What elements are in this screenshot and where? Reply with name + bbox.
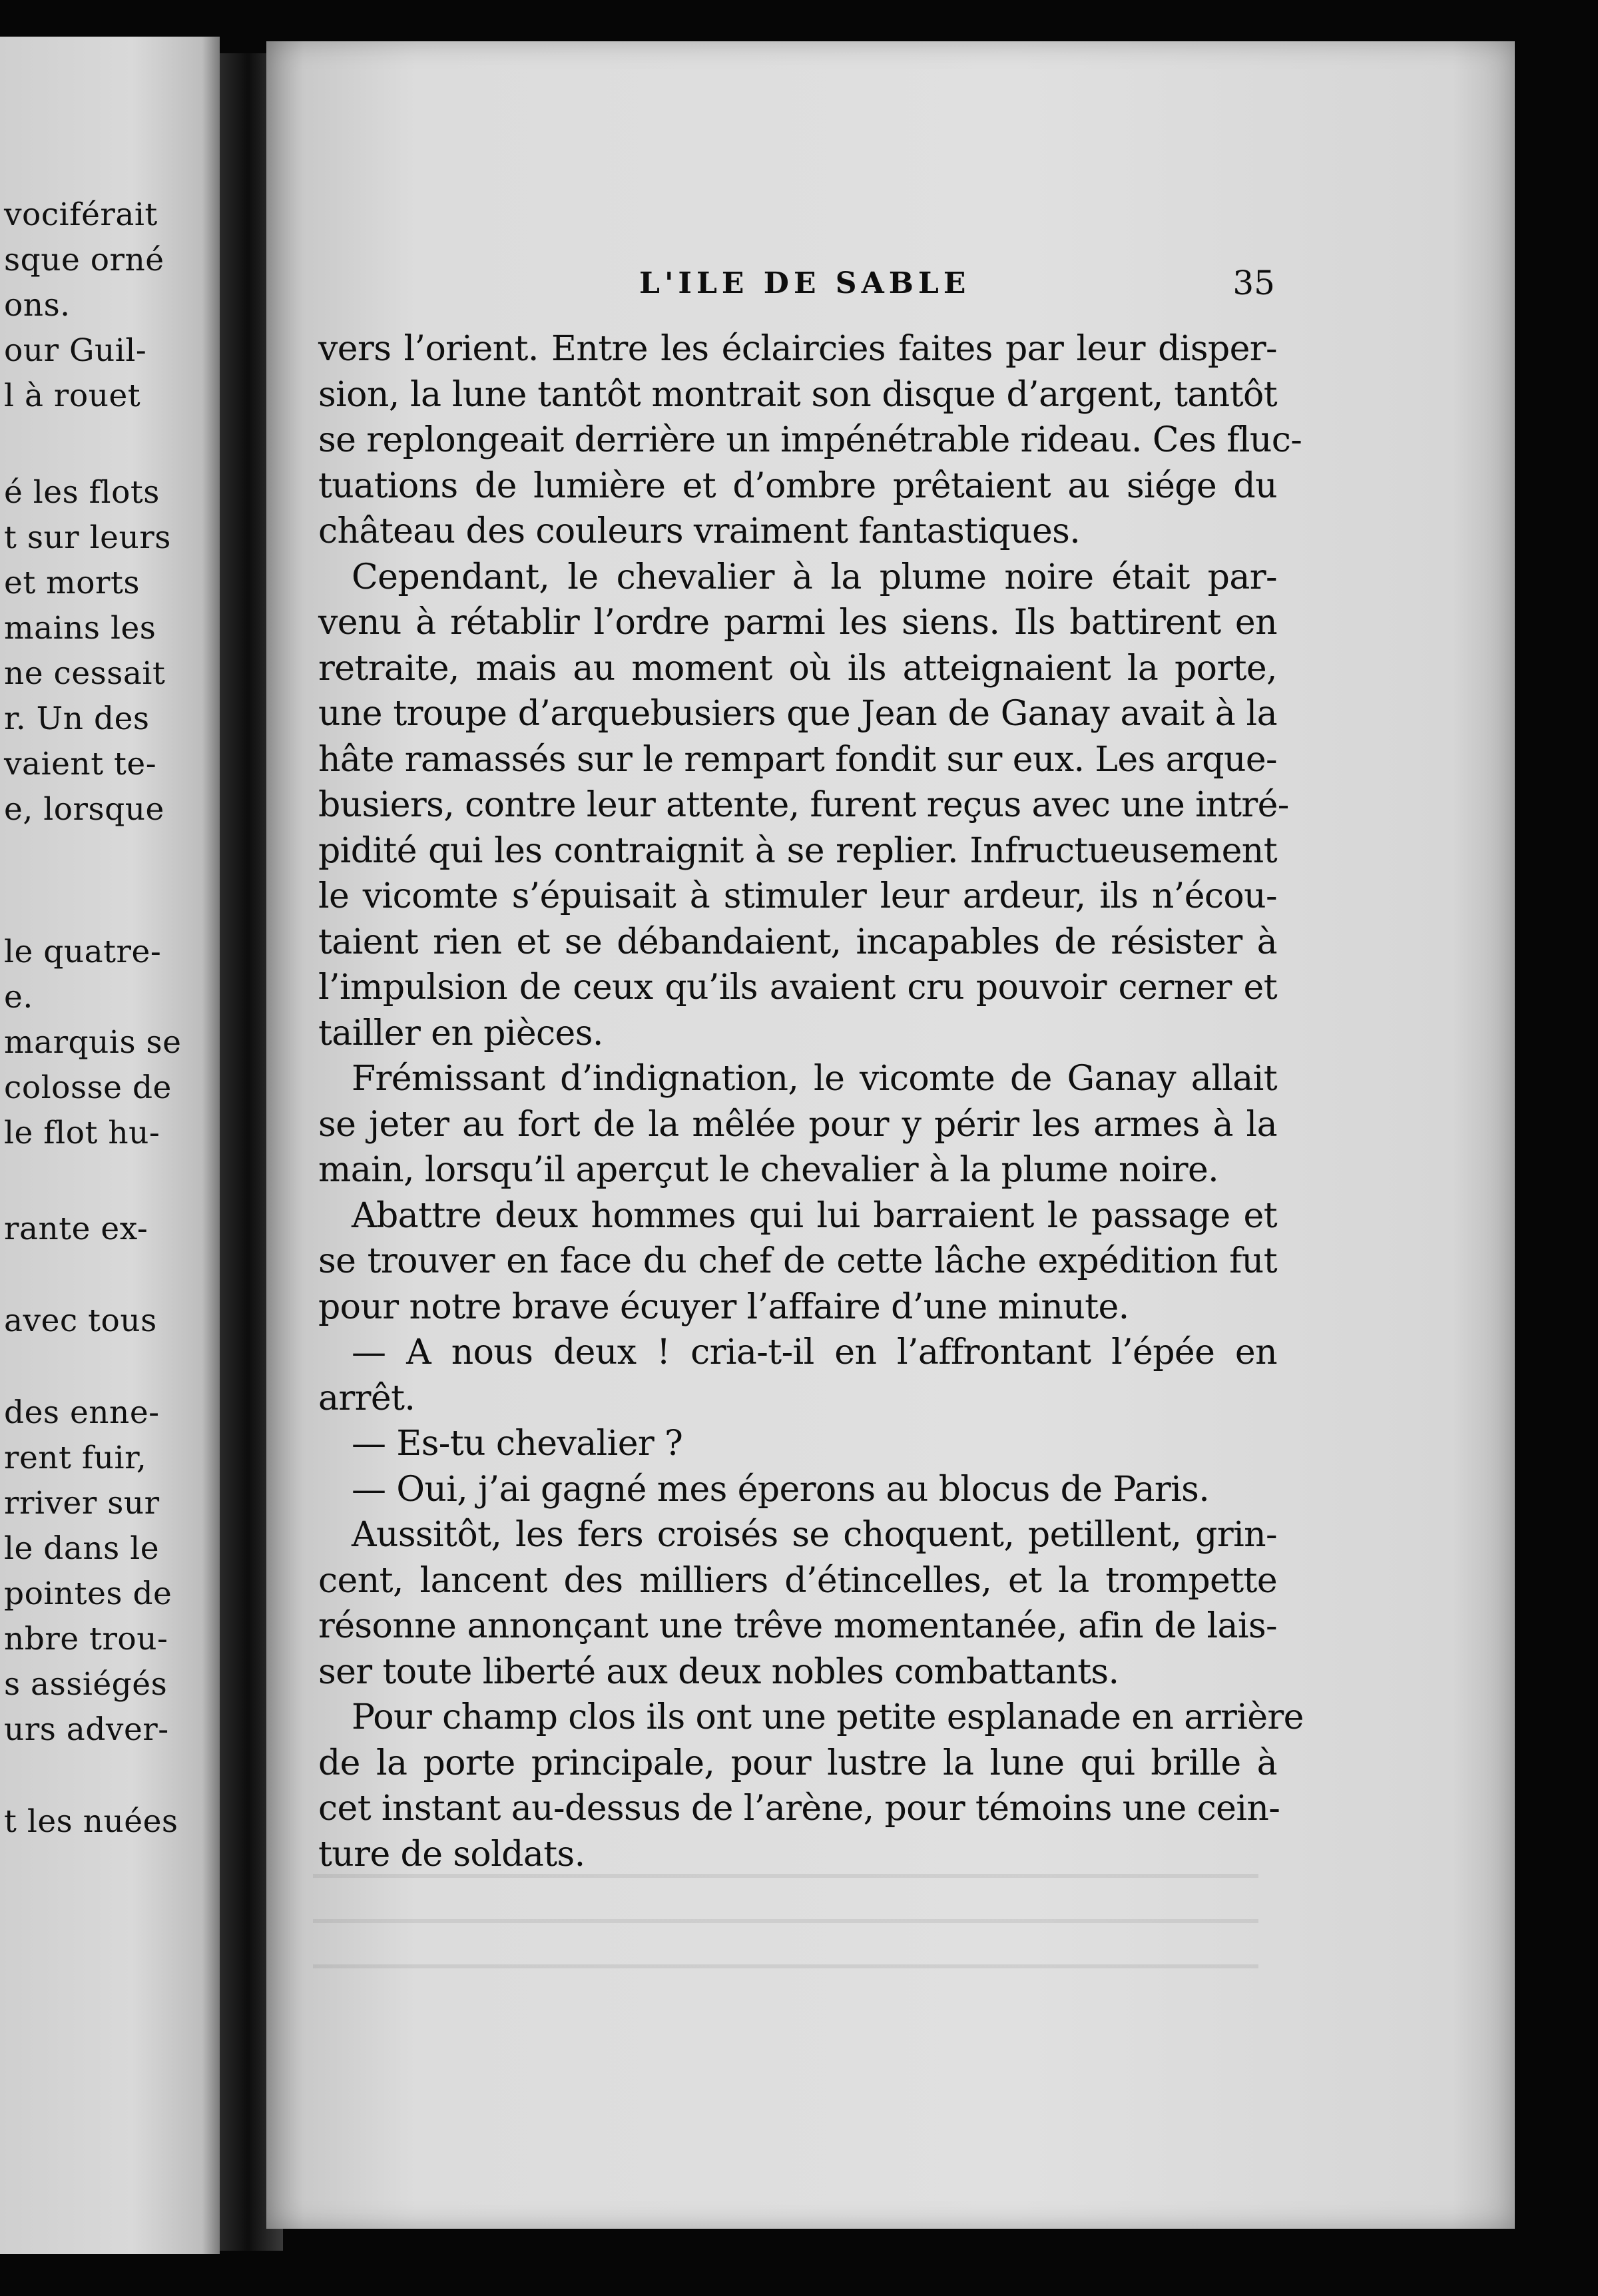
body-line: tailler en pièces. bbox=[318, 1013, 603, 1053]
body-line: Aussitôt, les fers croisés se choquent, petillent, grin- bbox=[352, 1515, 1277, 1555]
left-page-line: urs adver- bbox=[4, 1711, 169, 1748]
left-page-line: vaient te- bbox=[4, 746, 157, 782]
body-line: ture de soldats. bbox=[318, 1834, 585, 1874]
left-page-line: sque orné bbox=[4, 242, 164, 278]
body-line: busiers, contre leur attente, furent reçus avec une intré- bbox=[318, 785, 1289, 825]
body-line: pidité qui les contraignit à se replier. Infructueusement bbox=[318, 830, 1277, 871]
left-page-line: nbre trou- bbox=[4, 1621, 168, 1657]
left-page-line: et morts bbox=[4, 565, 140, 601]
left-page-line: mains les bbox=[4, 610, 156, 647]
bleed-through-text bbox=[313, 1858, 1258, 1991]
body-line: le vicomte s’épuisait à stimuler leur ardeur, ils n’écou- bbox=[318, 876, 1277, 916]
left-page-line: vociférait bbox=[4, 196, 158, 233]
body-line: se replongeait derrière un impénétrable rideau. Ces fluc- bbox=[318, 420, 1302, 460]
left-page-line: our Guil- bbox=[4, 332, 147, 369]
body-line: hâte ramassés sur le rempart fondit sur eux. Les arque- bbox=[318, 739, 1277, 780]
body-line: se trouver en face du chef de cette lâche expédition fut bbox=[318, 1241, 1277, 1281]
left-page-line: t sur leurs bbox=[4, 519, 171, 556]
body-line: Pour champ clos ils ont une petite esplanade en arrière bbox=[352, 1697, 1304, 1737]
body-line: Frémissant d’indignation, le vicomte de Ganay allait bbox=[352, 1059, 1277, 1099]
body-line: une troupe d’arquebusiers que Jean de Ganay avait à la bbox=[318, 694, 1277, 734]
body-line: ser toute liberté aux deux nobles combattants. bbox=[318, 1651, 1119, 1692]
left-page-line: avec tous bbox=[4, 1302, 157, 1339]
left-page-line: s assiégés bbox=[4, 1666, 168, 1703]
left-page-line: colosse de bbox=[4, 1069, 172, 1106]
left-page-line: rent fuir, bbox=[4, 1440, 147, 1476]
body-line: — Es-tu chevalier ? bbox=[352, 1424, 683, 1464]
body-line: résonne annonçant une trêve momentanée, afin de lais- bbox=[318, 1606, 1277, 1646]
body-line: arrêt. bbox=[318, 1378, 415, 1418]
body-line: — A nous deux ! cria-t-il en l’affrontant l’épée en bbox=[352, 1332, 1277, 1372]
left-page-line: pointes de bbox=[4, 1576, 172, 1612]
left-page-line: le flot hu- bbox=[4, 1115, 160, 1151]
body-line: retraite, mais au moment où ils atteignaient la porte, bbox=[318, 648, 1277, 689]
body-line: vers l’orient. Entre les éclaircies faites par leur disper- bbox=[318, 329, 1277, 369]
page-number: 35 bbox=[1232, 264, 1275, 302]
page-body-text bbox=[318, 326, 1304, 1877]
left-page-line: r. Un des bbox=[4, 701, 150, 737]
left-page-fragment bbox=[0, 37, 220, 2254]
left-page-line: des enne- bbox=[4, 1394, 160, 1431]
left-page-line: l à rouet bbox=[4, 378, 141, 414]
body-line: Cependant, le chevalier à la plume noire était par- bbox=[352, 557, 1277, 597]
left-page-line: ne cessait bbox=[4, 655, 166, 692]
body-line: l’impulsion de ceux qu’ils avaient cru pouvoir cerner et bbox=[318, 968, 1277, 1007]
body-line: de la porte principale, pour lustre la lune qui brille à bbox=[318, 1743, 1277, 1783]
body-line: — Oui, j’ai gagné mes éperons au blocus de Paris. bbox=[352, 1469, 1210, 1510]
left-page-line: e, lorsque bbox=[4, 791, 164, 828]
body-line: pour notre brave écuyer l’affaire d’une minute. bbox=[318, 1287, 1129, 1327]
body-line: main, lorsqu’il aperçut le chevalier à la plume noire. bbox=[318, 1150, 1219, 1190]
body-line: sion, la lune tantôt montrait son disque d’argent, tantôt bbox=[318, 374, 1277, 415]
body-line: tuations de lumière et d’ombre prêtaient au siége du bbox=[318, 465, 1277, 506]
body-line: venu à rétablir l’ordre parmi les siens. Ils battirent en bbox=[318, 603, 1277, 643]
left-page-line: é les flots bbox=[4, 474, 160, 511]
body-line: cent, lancent des milliers d’étincelles, et la trompette bbox=[318, 1560, 1277, 1601]
left-page-line: e. bbox=[4, 979, 33, 1015]
body-line: cet instant au-dessus de l’arène, pour témoins une cein- bbox=[318, 1789, 1280, 1829]
left-page-line: ons. bbox=[4, 287, 71, 324]
left-page-line: marquis se bbox=[4, 1024, 182, 1061]
left-page-line: rriver sur bbox=[4, 1485, 160, 1522]
body-line: taient rien et se débandaient, incapables de résister à bbox=[318, 922, 1277, 962]
body-line: se jeter au fort de la mêlée pour y périr les armes à la bbox=[318, 1104, 1277, 1145]
body-line: Abattre deux hommes qui lui barraient le passage et bbox=[352, 1195, 1277, 1236]
running-head bbox=[370, 266, 1295, 306]
body-line: château des couleurs vraiment fantastiques. bbox=[318, 511, 1081, 551]
left-page-line: t les nuées bbox=[4, 1803, 178, 1840]
left-page-line: le quatre- bbox=[4, 934, 162, 970]
left-page-line: rante ex- bbox=[4, 1211, 148, 1247]
left-page-line: le dans le bbox=[4, 1530, 160, 1567]
running-title: L'ILE DE SABLE bbox=[639, 266, 971, 300]
